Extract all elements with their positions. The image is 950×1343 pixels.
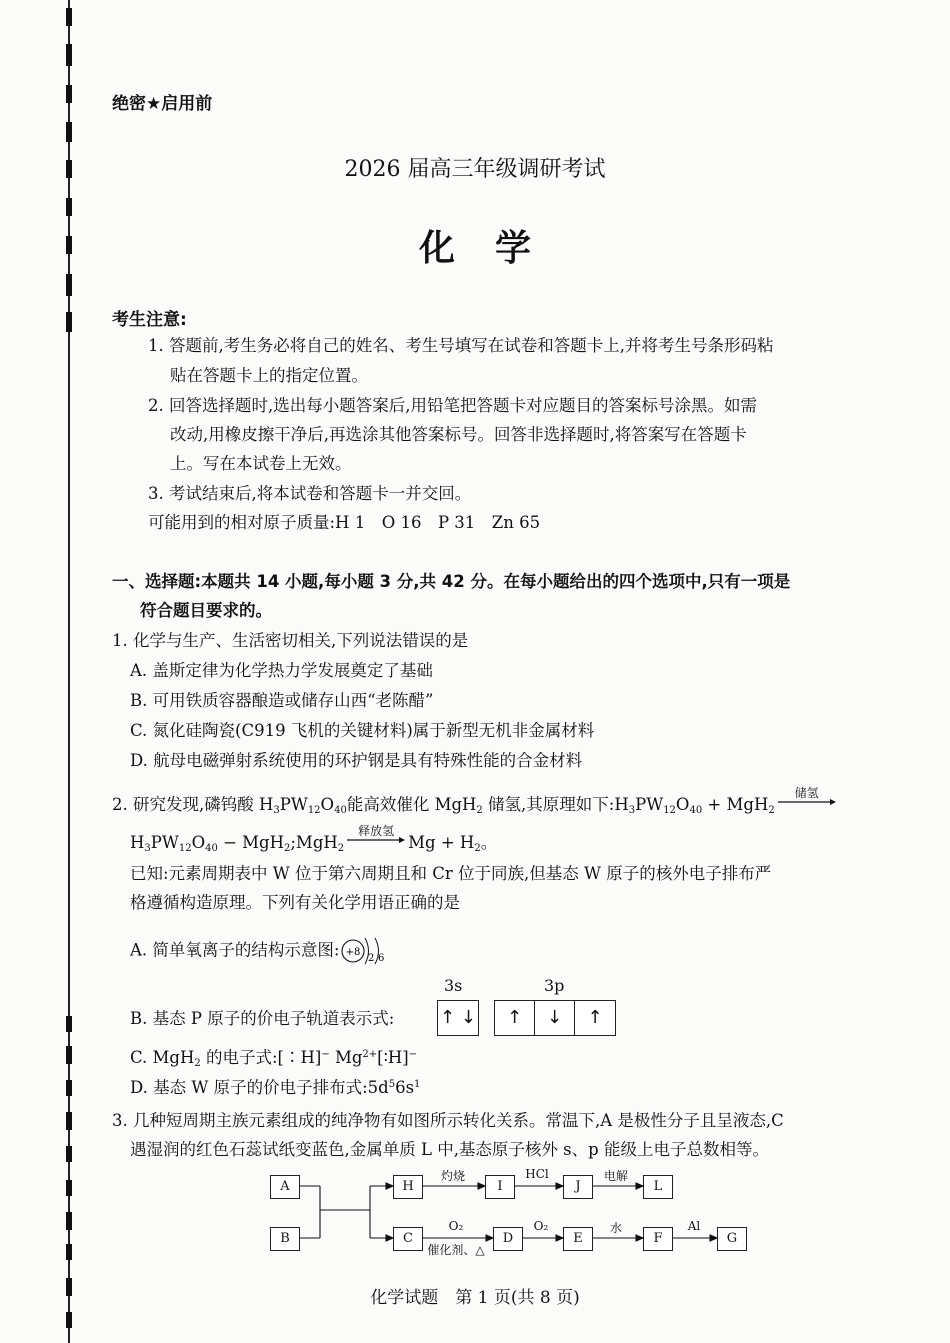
secret-mark: 绝密★启用前 [112, 94, 213, 114]
store-arrow: 储氢 [778, 792, 836, 812]
q3-stem: 3. 几种短周期主族元素组成的纯净物有如图所示转化关系。常温下,A 是极性分子且呈液态,C [112, 1111, 784, 1130]
q2-option-b: B. 基态 P 原子的价电子轨道表示式: [130, 1009, 395, 1028]
q1-option-d: D. 航母电磁弹射系统使用的环护钢是具有特殊性能的合金材料 [130, 751, 583, 770]
node-e: E [563, 1227, 593, 1251]
orbital-3p-cell-3: ↑ [587, 1007, 603, 1028]
release-arrow: 释放氢 [347, 830, 405, 850]
q2-known: 已知:元素周期表中 W 位于第六周期且和 Cr 位于同族,但基态 W 原子的核外电子排布严 [130, 864, 772, 883]
q3-stem-cont: 遇湿润的红色石蕊试纸变蓝色,金属单质 L 中,基态原子核外 s、p 能级上电子总数相等。 [130, 1140, 769, 1159]
notice-item-2-cont2: 上。写在本试卷上无效。 [170, 454, 352, 473]
node-g: G [717, 1227, 747, 1251]
q1-option-c: C. 氮化硅陶瓷(C919 飞机的关键材料)属于新型无机非金属材料 [130, 721, 595, 740]
subject-title: 化学 [418, 228, 571, 269]
shell-2-electrons: 6 [378, 953, 385, 964]
node-b: B [270, 1227, 300, 1251]
node-h: H [393, 1175, 423, 1199]
edge-label-c-d-top: O₂ [448, 1219, 464, 1233]
q1-option-b: B. 可用铁质容器酿造或储存山西“老陈醋” [130, 691, 434, 710]
q1-stem: 1. 化学与生产、生活密切相关,下列说法错误的是 [112, 631, 469, 650]
q2-option-c: C. MgH$_2$ 的电子式:[∶H]− $Mg^{2+}[∶H]^-$ [130, 1048, 418, 1069]
q2-stem: 2. 研究发现,磷钨酸 $H_3PW_{12}O_{40}$能高效催化 MgH$_2$ 储氢,其原理如下$:H_3PW_{12}O_{40} + MgH_2$ 储氢 [112, 792, 839, 815]
node-f: F [643, 1227, 673, 1251]
notice-item-1: 1. 答题前,考生务必将自己的姓名、考生号填写在试卷和答题卡上,并将考生号条形码粘 [148, 336, 774, 355]
notice-item-3: 3. 考试结束后,将本试卷和答题卡一并交回。 [148, 484, 472, 503]
orbital-3s-label: 3s [444, 976, 463, 995]
notice-heading: 考生注意: [112, 310, 187, 330]
notice-item-2-cont: 改动,用橡皮擦干净后,再选涂其他答案标号。回答非选择题时,将答案写在答题卡 [170, 425, 747, 444]
q2-reaction-2: $H_3PW_{12}O_{40}$ − MgH$_2$;MgH$_2$ 释放氢 $Mg + H_2$。 [130, 824, 498, 854]
node-i: I [485, 1175, 515, 1199]
orbital-3p-cell-2: ↓ [535, 1001, 575, 1035]
edge-label-f-g: Al [687, 1219, 701, 1233]
q1-option-a: A. 盖斯定律为化学热力学发展奠定了基础 [130, 661, 433, 680]
edge-label-d-e: O₂ [533, 1219, 549, 1233]
notice-item-1-cont: 贴在答题卡上的指定位置。 [170, 366, 368, 385]
edge-label-e-f: 水 [609, 1221, 622, 1235]
nucleus-label: +8 [346, 947, 361, 958]
q2-option-d: D. 基态 W 原子的价电子排布式$:5d^56s^1$ [130, 1078, 421, 1097]
q2-known-cont: 格遵循构造原理。下列有关化学用语正确的是 [130, 893, 460, 912]
edge-label-i-j: HCl [525, 1167, 549, 1181]
section-heading-cont: 符合题目要求的。 [140, 601, 272, 620]
notice-item-2: 2. 回答选择题时,选出每小题答案后,用铅笔把答题卡对应题目的答案标号涂黑。如需 [148, 396, 757, 415]
exam-title: 2026 届高三年级调研考试 [344, 157, 606, 182]
section-heading: 一、选择题:本题共 14 小题,每小题 3 分,共 42 分。在每小题给出的四个选项中,只有一项是 [112, 572, 791, 591]
edge-label-j-l: 电解 [603, 1169, 628, 1183]
orbital-3p-label: 3p [544, 976, 565, 995]
node-c: C [393, 1227, 423, 1251]
q2-option-a: A. 简单氧离子的结构示意图: +8 2 6 [130, 934, 385, 968]
node-a: A [270, 1175, 300, 1199]
orbital-3s-cell: ↑ ↓ [440, 1007, 476, 1028]
edge-label-h-i: 灼烧 [440, 1169, 465, 1183]
page-footer: 化学试题 第 1 页(共 8 页) [370, 1288, 580, 1308]
node-j: J [563, 1175, 593, 1199]
orbital-3p-cell-1: ↑ [495, 1001, 535, 1035]
shell-1-electrons: 2 [368, 953, 375, 964]
atomic-masses: 可能用到的相对原子质量:H 1 O 16 P 31 Zn 65 [148, 513, 541, 532]
node-l: L [643, 1175, 673, 1199]
edge-label-c-d-bottom: 催化剂、△ [427, 1243, 485, 1257]
node-d: D [493, 1227, 523, 1251]
